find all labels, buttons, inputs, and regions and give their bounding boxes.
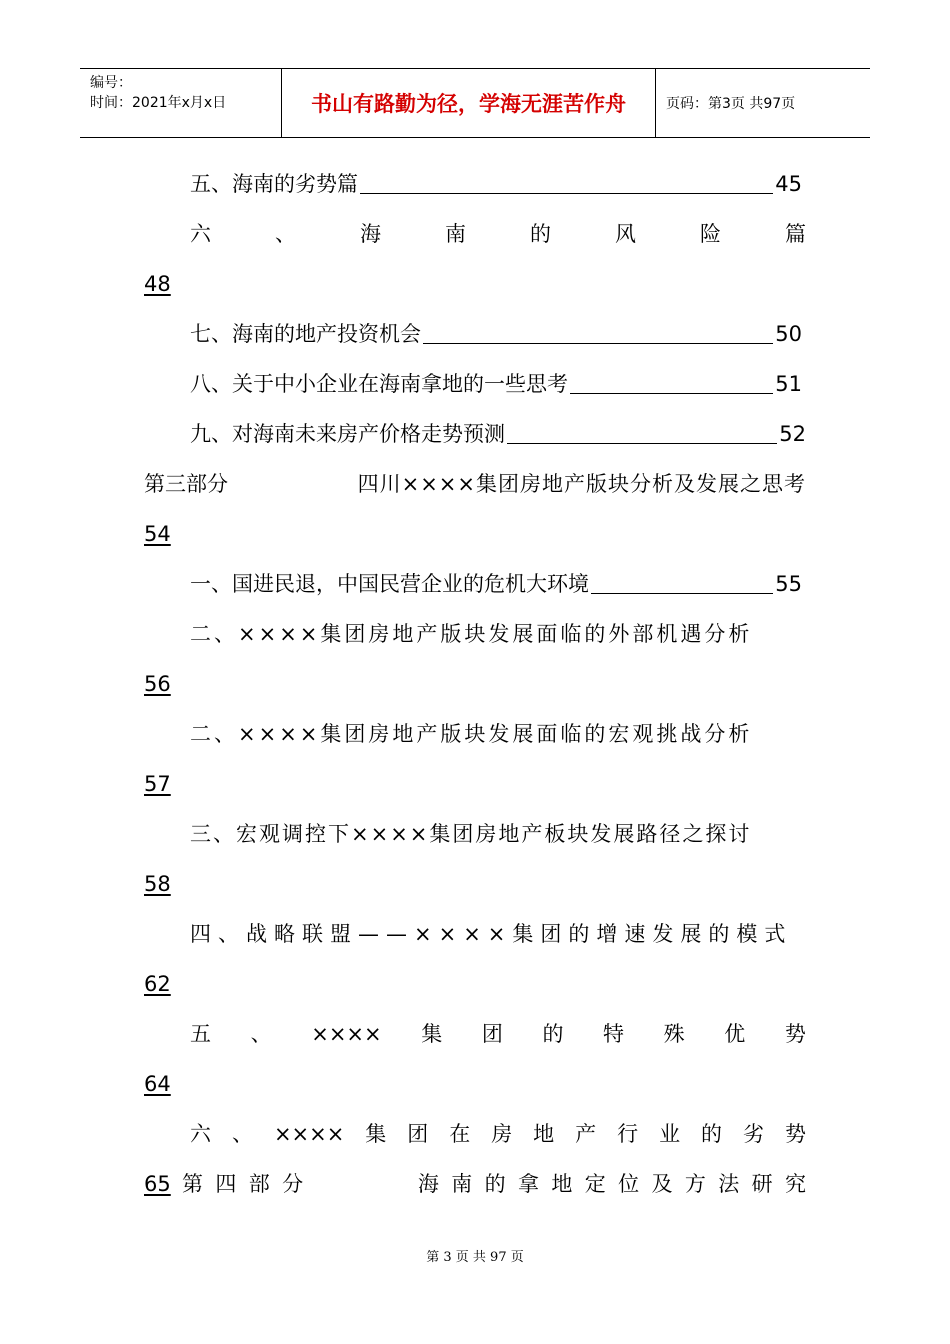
toc-char: 、 (275, 222, 296, 246)
toc-char: 南 (451, 1172, 473, 1196)
toc-char: 及 (651, 1172, 673, 1196)
toc-char: 产 (575, 1122, 597, 1146)
toc-char: 四 (215, 1172, 237, 1196)
toc-char: 劣 (743, 1122, 765, 1146)
toc-char: ×××× (311, 1022, 382, 1046)
toc-char: 部 (248, 1172, 270, 1196)
toc-leader (423, 323, 773, 344)
toc-char: 定 (584, 1172, 606, 1196)
toc-entry-title: 九、对海南未来房产价格走势预测 (190, 422, 505, 446)
toc-entry-page: 52 (779, 422, 806, 446)
toc-char: 特 (603, 1022, 625, 1046)
toc-leader (507, 423, 777, 444)
toc-char: 究 (785, 1172, 806, 1196)
page-info: 页码：第3页 共97页 (666, 96, 796, 112)
toc-char: 地 (533, 1122, 555, 1146)
toc-char: 势 (784, 1122, 806, 1146)
toc-entry-title: 三、宏观调控下××××集团房地产板块发展路径之探讨 (190, 822, 752, 846)
toc-char: 的 (484, 1172, 506, 1196)
toc-entry (190, 1022, 806, 1046)
toc-entry-page: 64 (144, 1072, 171, 1096)
toc-char: 集 (365, 1122, 387, 1146)
toc-char: 分 (282, 1172, 304, 1196)
toc-entry-page: 65 (144, 1172, 171, 1196)
toc-entry-page: 56 (144, 672, 171, 696)
toc-entry (190, 572, 802, 596)
toc-char: 南 (445, 222, 466, 246)
toc-char: 海 (417, 1172, 439, 1196)
toc-char: 五 (190, 1022, 211, 1046)
toc-entry-page: 55 (775, 572, 802, 596)
toc-char: 研 (751, 1172, 773, 1196)
toc-char: 海 (360, 222, 381, 246)
page-header (80, 68, 870, 138)
toc-char: 、 (231, 1122, 253, 1146)
toc-char: 方 (684, 1172, 706, 1196)
toc-char: 行 (617, 1122, 639, 1146)
toc-entry-page: 58 (144, 872, 171, 896)
toc-char: 团 (407, 1122, 429, 1146)
toc-char: 集 (421, 1022, 443, 1046)
time-label: 时间：2021年x月x日 (90, 95, 227, 111)
toc-entry (190, 1122, 806, 1146)
toc-leader (570, 373, 773, 394)
toc-entry-title: 八、关于中小企业在海南拿地的一些思考 (190, 372, 568, 396)
toc-char: 殊 (663, 1022, 685, 1046)
toc-char: ×××× (273, 1122, 345, 1146)
toc-char: 团 (481, 1022, 503, 1046)
toc-char: 、 (250, 1022, 272, 1046)
toc-entry-title: 五、海南的劣势篇 (190, 172, 358, 196)
toc-char: 六 (190, 1122, 211, 1146)
toc-entry-page: 57 (144, 772, 171, 796)
toc-entry-page: 48 (144, 272, 171, 296)
toc-char: 法 (718, 1172, 740, 1196)
toc-entry-page: 54 (144, 522, 171, 546)
toc-char: 第 (182, 1172, 203, 1196)
toc-char: 篇 (785, 222, 806, 246)
toc-char: 的 (542, 1022, 564, 1046)
toc-entry-page: 50 (775, 322, 802, 346)
toc-char: 拿 (518, 1172, 539, 1196)
toc-char (316, 1172, 406, 1196)
motto: 书山有路勤为径，学海无涯苦作舟 (282, 69, 656, 137)
page-footer: 第 3 页 共 97 页 (426, 1250, 524, 1265)
toc-entry-title: 二、××××集团房地产版块发展面临的宏观挑战分析 (190, 722, 753, 746)
toc-section-label: 第三部分 (144, 472, 228, 496)
toc-section (144, 472, 806, 496)
toc-char: 势 (784, 1022, 806, 1046)
code-label: 编号： (90, 75, 132, 91)
toc-entry (190, 222, 806, 246)
toc-entry-page: 51 (775, 372, 802, 396)
toc-char: 业 (659, 1122, 681, 1146)
toc-char: 地 (551, 1172, 573, 1196)
toc-section-title: 四川××××集团房地产版块分析及发展之思考 (357, 472, 806, 496)
toc-char: 的 (701, 1122, 723, 1146)
toc-entry (190, 172, 802, 196)
toc-char: 的 (530, 222, 551, 246)
toc-entry-title: 七、海南的地产投资机会 (190, 322, 421, 346)
toc-char: 六 (190, 222, 211, 246)
toc-char: 险 (700, 222, 721, 246)
header-meta (80, 69, 282, 137)
toc-char: 房 (491, 1122, 513, 1146)
toc-entry-title: 二、××××集团房地产版块发展面临的外部机遇分析 (190, 622, 753, 646)
toc-entry-title: 一、国进民退，中国民营企业的危机大环境 (190, 572, 589, 596)
toc-section (182, 1172, 806, 1196)
toc-leader (591, 573, 773, 594)
toc-char: 位 (618, 1172, 640, 1196)
toc-char: 风 (615, 222, 636, 246)
toc-entry-page: 45 (775, 172, 802, 196)
toc-entry (190, 372, 802, 396)
toc-entry (190, 422, 806, 446)
toc-char: 优 (724, 1022, 746, 1046)
toc-entry-title: 四、战略联盟——××××集团的增速发展的模式 (190, 922, 793, 946)
toc-entry (190, 322, 802, 346)
toc-leader (360, 173, 773, 194)
toc-entry-page: 62 (144, 972, 171, 996)
toc-char: 在 (449, 1122, 471, 1146)
